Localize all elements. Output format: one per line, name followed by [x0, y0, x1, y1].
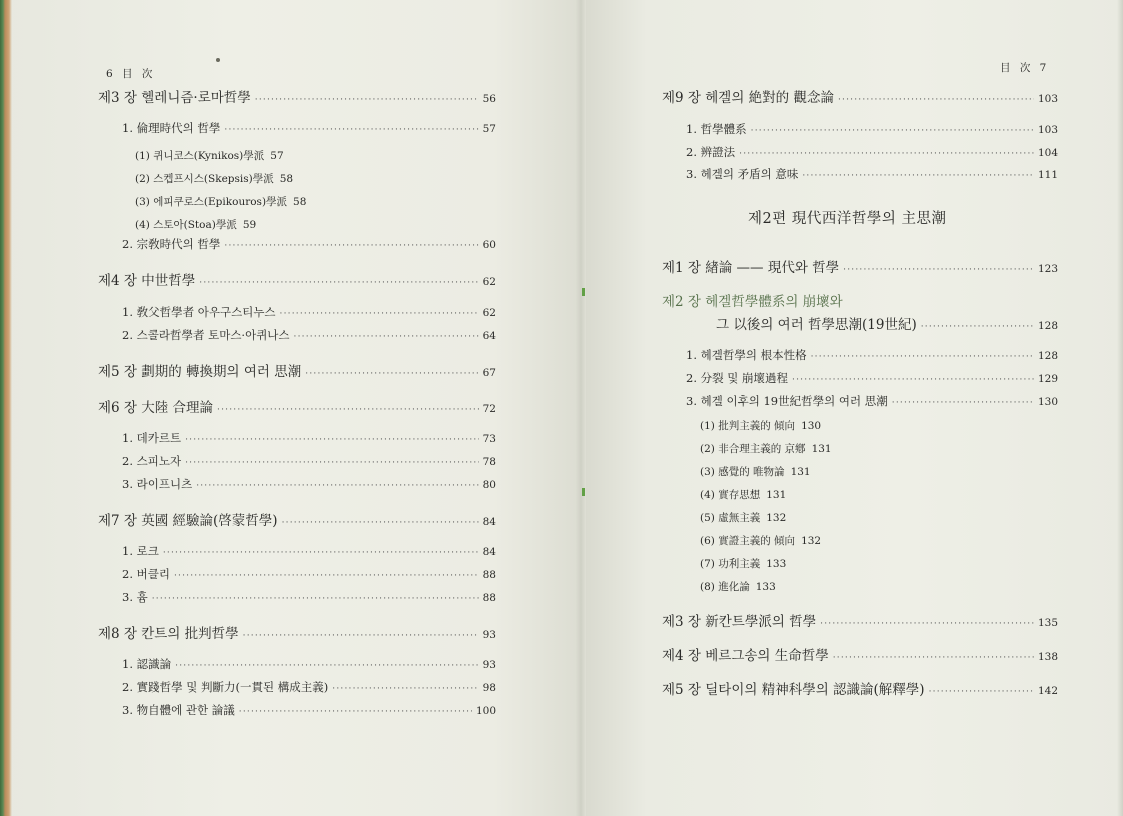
green-mark [582, 288, 585, 296]
toc-chapter [98, 396, 496, 416]
toc-label: 3. 헤겔 이후의 19世紀哲學의 여러 思潮 [686, 394, 888, 408]
toc-section [122, 476, 496, 492]
toc-page: 133 [766, 558, 787, 570]
book-cover-edge [0, 0, 12, 816]
toc-page: 130 [1037, 396, 1058, 408]
toc-chapter [98, 269, 496, 289]
leader-dots [224, 125, 478, 135]
toc-section [122, 702, 496, 718]
leader-dots [820, 619, 1034, 629]
toc-chapter [98, 86, 496, 106]
toc-page: 130 [801, 420, 822, 432]
toc-label: 제3 장 新칸트學派의 哲學 [662, 614, 817, 630]
toc-section [122, 430, 496, 446]
toc-label: 2. 實踐哲學 및 判斷力(一貫된 構成主義) [122, 680, 329, 694]
toc-page: 142 [1037, 685, 1058, 697]
toc-section [122, 679, 496, 695]
toc-section [686, 370, 1058, 386]
toc-label: 1. 데카르트 [122, 431, 182, 445]
toc-label: 1. 認識論 [122, 657, 172, 671]
toc-page: 129 [1037, 373, 1058, 385]
leader-dots [174, 571, 479, 581]
leader-dots [239, 707, 472, 717]
toc-page: 93 [482, 629, 496, 641]
page-edge [1117, 0, 1123, 816]
toc-chapter [98, 360, 496, 380]
toc-page: 135 [1037, 617, 1058, 629]
toc-page: 78 [482, 456, 496, 468]
toc-label: (4) 實存思想 [700, 489, 761, 501]
leader-dots [185, 435, 479, 445]
toc-label: 1. 倫理時代의 哲學 [122, 121, 221, 135]
leader-dots [224, 241, 478, 251]
toc-chapter [662, 610, 1058, 630]
toc-label: 2. 스피노자 [122, 454, 182, 468]
toc-page: 59 [242, 219, 257, 231]
toc-label: (3) 에피쿠로스(Epikouros)學派 [135, 196, 288, 208]
book-gutter [576, 0, 586, 816]
leader-dots [332, 684, 478, 694]
toc-label: (8) 進化論 [700, 581, 750, 593]
toc-page: 123 [1037, 263, 1058, 275]
toc-subsection [135, 148, 284, 163]
toc-chapter [662, 678, 1058, 698]
toc-page: 62 [482, 276, 496, 288]
toc-subsection [700, 533, 821, 548]
toc-label: 제5 장 딜타이의 精神科學의 認識論(解釋學) [662, 682, 925, 698]
toc-chapter [662, 290, 843, 310]
toc-subsection [135, 171, 293, 186]
toc-page: 88 [482, 592, 496, 604]
toc-section [122, 543, 496, 559]
toc-page: 58 [279, 173, 294, 185]
toc-label: 제5 장 劃期的 轉換期의 여러 思潮 [98, 364, 302, 380]
leader-dots [199, 278, 478, 288]
toc-page: 131 [790, 466, 811, 478]
toc-page: 72 [482, 403, 496, 415]
toc-label: (5) 虛無主義 [700, 512, 761, 524]
toc-label: 제9 장 헤겔의 絶對的 觀念論 [662, 90, 834, 106]
leader-dots [929, 687, 1034, 697]
toc-page: 131 [811, 443, 832, 455]
toc-chapter [662, 256, 1058, 276]
toc-subsection [700, 418, 821, 433]
toc-label: 제2 장 헤겔哲學體系의 崩壞와 [662, 294, 843, 310]
toc-page: 80 [482, 479, 496, 491]
toc-section [686, 144, 1058, 160]
right-page-header: 目 次 7 [1000, 62, 1050, 74]
toc-page: 103 [1037, 93, 1058, 105]
toc-label: (1) 批判主義的 傾向 [700, 420, 796, 432]
toc-page: 84 [482, 546, 496, 558]
leader-dots [294, 332, 479, 342]
toc-page: 100 [475, 705, 496, 717]
leader-dots [152, 594, 479, 604]
toc-page: 131 [766, 489, 787, 501]
toc-page: 73 [482, 433, 496, 445]
toc-section [122, 327, 496, 343]
leader-dots [196, 481, 478, 491]
toc-label: (2) 非合理主義的 京鄕 [700, 443, 806, 455]
toc-section [686, 166, 1058, 182]
toc-page: 57 [482, 123, 496, 135]
leader-dots [838, 95, 1034, 105]
toc-page: 84 [482, 516, 496, 528]
toc-label: 제1 장 緖論 —— 現代와 哲學 [662, 260, 840, 276]
toc-label: 제7 장 英國 經驗論(啓蒙哲學) [98, 513, 278, 529]
leader-dots [282, 518, 479, 528]
toc-subsection [135, 217, 256, 232]
toc-section [122, 453, 496, 469]
toc-label: (2) 스켑프시스(Skepsis)學派 [135, 173, 274, 185]
toc-label: 제6 장 大陸 合理論 [98, 400, 214, 416]
toc-chapter [662, 86, 1058, 106]
green-mark [582, 488, 585, 496]
toc-label: 3. 라이프니츠 [122, 477, 193, 491]
toc-chapter [662, 644, 1058, 664]
leader-dots [811, 352, 1034, 362]
toc-page: 132 [766, 512, 787, 524]
toc-subsection [700, 464, 811, 479]
toc-subsection [700, 487, 786, 502]
leader-dots [802, 171, 1034, 181]
toc-section [122, 304, 496, 320]
toc-page: 98 [482, 682, 496, 694]
toc-page: 104 [1037, 147, 1058, 159]
toc-page: 56 [482, 93, 496, 105]
toc-page: 103 [1037, 124, 1058, 136]
toc-page: 132 [801, 535, 822, 547]
toc-page: 62 [482, 307, 496, 319]
toc-page: 93 [482, 659, 496, 671]
toc-label: 2. 宗敎時代의 哲學 [122, 237, 221, 251]
toc-label: 1. 로크 [122, 544, 159, 558]
toc-subsection [700, 441, 832, 456]
toc-page: 58 [293, 196, 307, 208]
leader-dots [921, 322, 1034, 332]
leader-dots [751, 126, 1034, 136]
toc-page: 111 [1037, 169, 1058, 181]
leader-dots [305, 369, 478, 379]
toc-section [122, 120, 496, 136]
toc-label: (4) 스토아(Stoa)學派 [135, 219, 237, 231]
toc-label: (7) 功利主義 [700, 558, 761, 570]
ink-spot [216, 58, 220, 62]
toc-chapter-cont [716, 313, 1058, 333]
toc-section [122, 236, 496, 252]
leader-dots [739, 149, 1034, 159]
leader-dots [892, 398, 1034, 408]
leader-dots [843, 265, 1034, 275]
leader-dots [243, 631, 479, 641]
toc-label: 3. 物自體에 관한 論議 [122, 703, 235, 717]
leader-dots [175, 661, 478, 671]
leader-dots [280, 309, 479, 319]
leader-dots [217, 405, 479, 415]
leader-dots [185, 458, 479, 468]
toc-page: 128 [1037, 350, 1058, 362]
part-title: 제2편 現代西洋哲學의 主思潮 [748, 211, 947, 227]
toc-page: 138 [1037, 651, 1058, 663]
toc-label: 제4 장 中世哲學 [98, 273, 196, 289]
toc-label: 제4 장 베르그송의 生命哲學 [662, 648, 829, 664]
toc-chapter [98, 622, 496, 642]
toc-label: 제3 장 헬레니즘·로마哲學 [98, 90, 251, 106]
toc-page: 128 [1037, 320, 1058, 332]
toc-section [686, 393, 1058, 409]
toc-page: 88 [482, 569, 496, 581]
toc-label: 3. 흄 [122, 590, 148, 604]
leader-dots [163, 548, 479, 558]
toc-subsection [700, 556, 786, 571]
toc-page: 67 [482, 367, 496, 379]
toc-label: (3) 感覺的 唯物論 [700, 466, 785, 478]
toc-label: 그 以後의 여러 哲學思潮(19世紀) [716, 317, 917, 333]
toc-page: 60 [482, 239, 496, 251]
toc-section [686, 347, 1058, 363]
toc-label: 2. 分裂 및 崩壞過程 [686, 371, 789, 385]
toc-label: 3. 헤겔의 矛盾의 意味 [686, 167, 799, 181]
toc-page: 133 [755, 581, 776, 593]
toc-subsection [135, 194, 306, 209]
toc-label: 2. 버클리 [122, 567, 170, 581]
toc-page: 57 [270, 150, 284, 162]
toc-label: 2. 辨證法 [686, 145, 736, 159]
toc-label: 1. 哲學體系 [686, 122, 747, 136]
toc-label: (1) 퀴니코스(Kynikos)學派 [135, 150, 265, 162]
toc-label: 1. 敎父哲學者 아우구스티누스 [122, 305, 276, 319]
toc-label: (6) 實證主義的 傾向 [700, 535, 796, 547]
toc-subsection [700, 579, 776, 594]
toc-label: 1. 헤겔哲學의 根本性格 [686, 348, 807, 362]
leader-dots [255, 95, 479, 105]
toc-label: 제8 장 칸트의 批判哲學 [98, 626, 239, 642]
toc-chapter [98, 509, 496, 529]
toc-label: 2. 스콜라哲學者 토마스·아퀴나스 [122, 328, 290, 342]
toc-section [122, 566, 496, 582]
toc-section [122, 656, 496, 672]
toc-section [122, 589, 496, 605]
toc-page: 64 [482, 330, 496, 342]
left-page-header: 6 目 次 [106, 68, 156, 80]
leader-dots [792, 375, 1034, 385]
toc-section [686, 121, 1058, 137]
toc-subsection [700, 510, 786, 525]
leader-dots [833, 653, 1034, 663]
